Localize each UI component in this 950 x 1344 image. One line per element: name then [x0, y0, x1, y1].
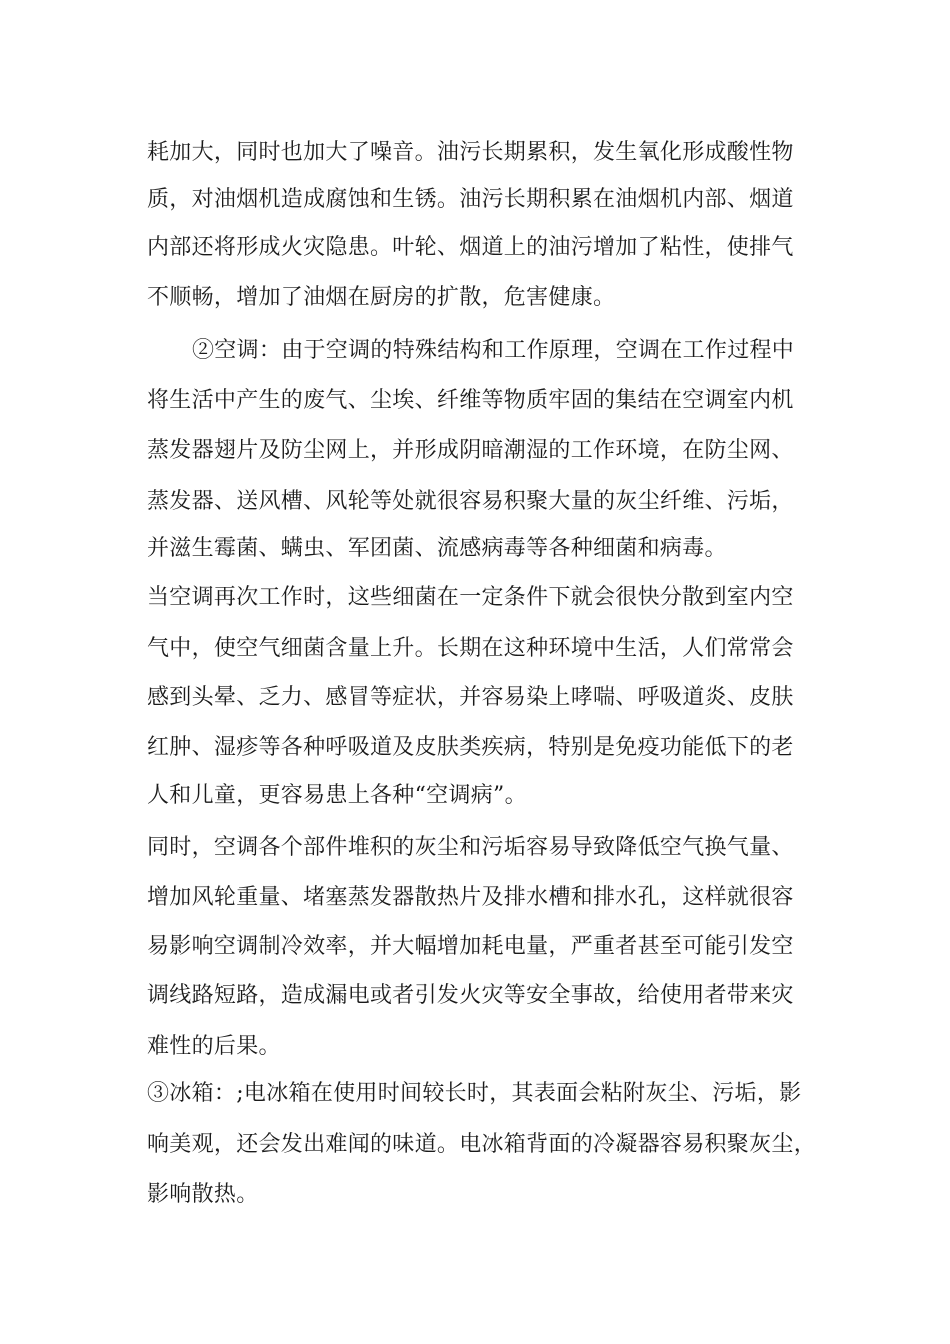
text-line: 内部还将形成火灾隐患。叶轮、烟道上的油污增加了粘性，使排气 [147, 235, 794, 260]
text-line: 蒸发器、送风槽、风轮等处就很容易积聚大量的灰尘纤维、污垢， [147, 489, 794, 514]
text-line: 质，对油烟机造成腐蚀和生锈。油污长期积累在油烟机内部、烟道 [147, 187, 794, 212]
text-line: 增加风轮重量、堵塞蒸发器散热片及排水槽和排水孔，这样就很容 [147, 885, 794, 910]
text-line: 并滋生霉菌、螨虫、军团菌、流感病毒等各种细菌和病毒。 [147, 536, 727, 561]
text-line: 当空调再次工作时，这些细菌在一定条件下就会很快分散到室内空 [147, 585, 794, 610]
text-line: 感到头晕、乏力、感冒等症状，并容易染上哮喘、呼吸道炎、皮肤 [147, 685, 794, 710]
text-line: ③冰箱：;电冰箱在使用时间较长时，其表面会粘附灰尘、污垢，影 [147, 1081, 802, 1106]
text-line: 将生活中产生的废气、尘埃、纤维等物质牢固的集结在空调室内机 [147, 388, 794, 413]
text-line: 调线路短路，造成漏电或者引发火灾等安全事故，给使用者带来灾 [147, 983, 794, 1008]
text-line: 响美观，还会发出难闻的味道。电冰箱背面的冷凝器容易积聚灰尘， [147, 1132, 817, 1157]
text-line: 红肿、湿疹等各种呼吸道及皮肤类疾病，特别是免疫功能低下的老 [147, 735, 794, 760]
text-line: 影响散热。 [147, 1182, 259, 1207]
text-line: 气中，使空气细菌含量上升。长期在这种环境中生活，人们常常会 [147, 636, 794, 661]
text-line: ②空调：由于空调的特殊结构和工作原理，空调在工作过程中 [192, 338, 795, 363]
text-line: 耗加大，同时也加大了噪音。油污长期累积，发生氧化形成酸性物 [147, 140, 794, 165]
text-line: 易影响空调制冷效率，并大幅增加耗电量，严重者甚至可能引发空 [147, 934, 794, 959]
text-line: 不顺畅，增加了油烟在厨房的扩散，危害健康。 [147, 285, 616, 310]
text-line: 人和儿童，更容易患上各种“空调病”。 [147, 783, 527, 808]
text-line: 同时，空调各个部件堆积的灰尘和污垢容易导致降低空气换气量、 [147, 835, 794, 860]
text-line: 蒸发器翅片及防尘网上，并形成阴暗潮湿的工作环境，在防尘网、 [147, 438, 794, 463]
text-line: 难性的后果。 [147, 1034, 281, 1059]
